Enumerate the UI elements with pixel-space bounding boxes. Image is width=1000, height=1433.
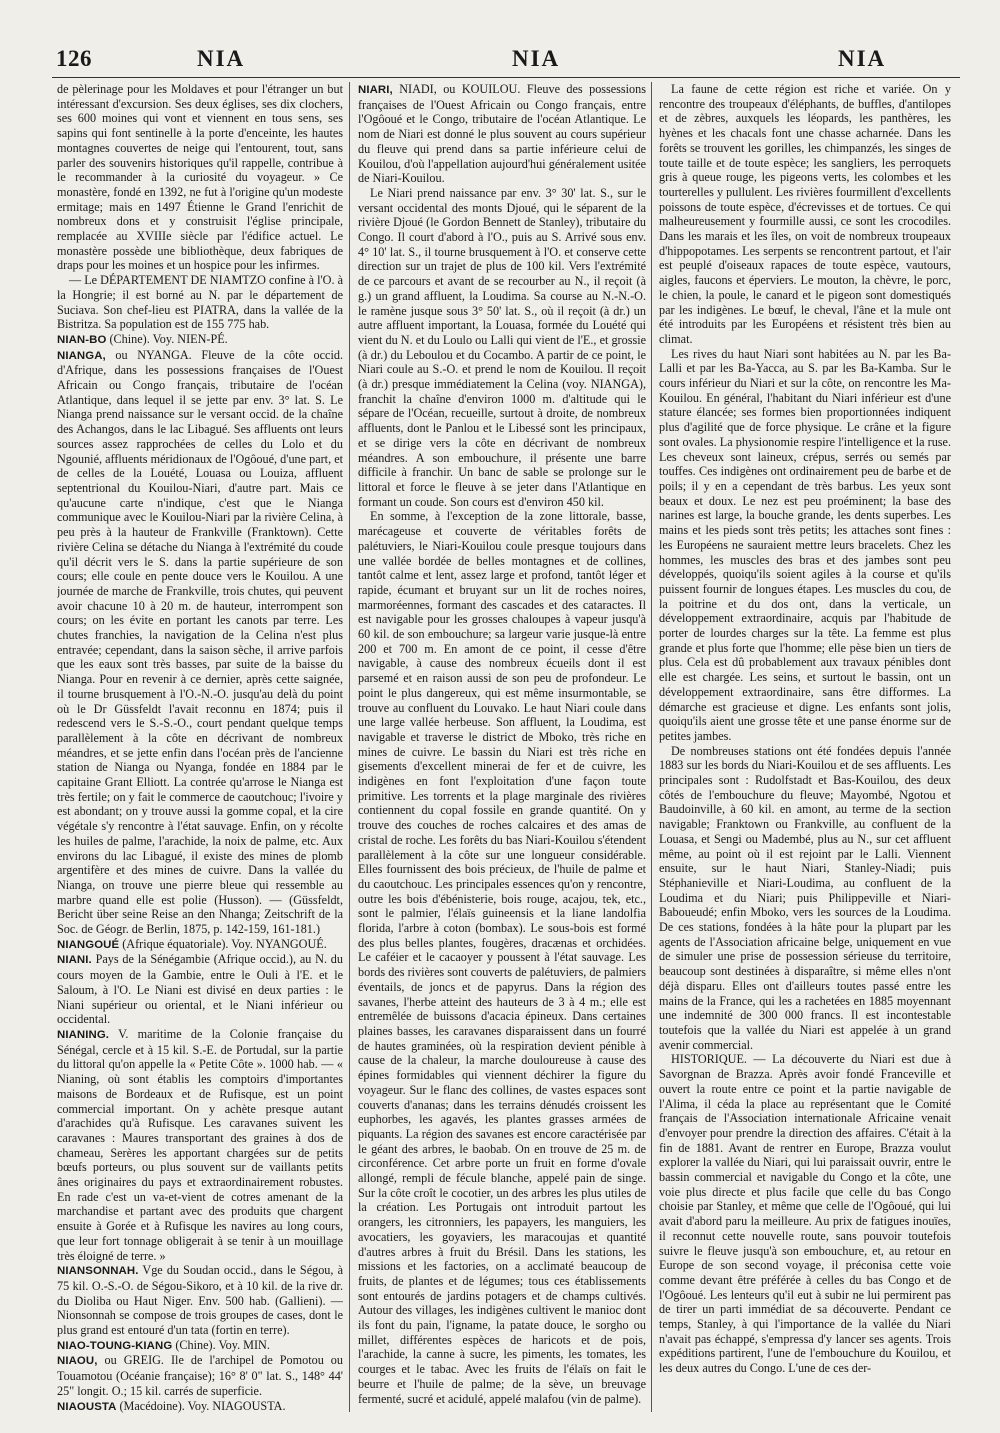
entry-text: Vge du Soudan occid., dans le Ségou, à 75 kil. O.-S.-O. de Ségou-Sikoro, et à 10 kil. de la rive dr. du Dioliba ou Haut Niger. Env. 500 hab. (Gallieni). — Nionsonnah se compose de trois groupes de cases, dont le plus grand est entouré d'un tata (fortin en terre). xyxy=(57,1263,343,1338)
entry-text: NIADI, ou KOUILOU. Fleuve des possessions françaises de l'Ouest Africain ou Congo français, entre l'Ogôoué et le Congo, tributaire de l'océan Atlantique. Le nom de Niari est donné le plus souvent au cours supérieur du fleuve qui prend dans sa partie inférieure celui de Kouilou, d'où l'appellation aujourd'hui généralement usitée de Niari-Kouilou. xyxy=(358,82,646,186)
paragraph: Le Niari prend naissance par env. 3° 30' lat. S., sur le versant occidental des monts Djoué, qui le séparent de la rivière Djoué (le Gordon Bennett de Stanley), tributaire du Congo. Il court d'abord à l'O., puis au S. Arrivé sous env. 4° 10' lat. S., il tourne brusquement à l'O. et conserve cette direction sur un trajet de plus de 100 kil. Vers l'extrémité de ce parcours et avant de se recourber au N., il reçoit (à g.) un grand affluent, la Loudima. Sa course au N.-N.-O. le ramène jusque sous 3° 50' lat. S., où il reçoit (à dr.) un autre affluent important, la Louasa, formée du Louété qui vient du N. et du Loulo ou Lalli qui vient de l'E., et grossie (à dr.) du Leboulou et du Cocambo. A partir de ce point, le Niari coule au S.-O. et prend le nom de Kouilou. Il reçoit (à dr.) presque immédiatement la Celina (voy. NIANGA), franchit la chaîne d'environ 1000 m. d'altitude qui le sépare de l'Océan, recueille, surtout à droite, de nombreux affluents, dont le Panlou et le Libessé sont les principaux, et se dirige vers la côte en décrivant de nombreux méandres. A son embouchure, il présente une barre difficile à franchir. Un banc de sable se prolonge sur le littoral et force le fleuve à se jeter dans l'Atlantique en formant un coude. Son cours est d'environ 450 kil. xyxy=(358,185,646,509)
paragraph: de pèlerinage pour les Moldaves et pour l'étranger un but intéressant d'excursion. Ses deux églises, ses dix clochers, ses 600 moines qui vont et viennent en tous sens, ses sapins qui font sentinelle à la porte d'enceinte, les hautes montagnes couvertes de neige qui l'entourent, tout, sans parler des souvenirs historiques qu'il rappelle, contribue à le recommander à la curiosité du voyageur. » Ce monastère, fondé en 1392, ne fut à l'origine qu'un modeste ermitage; mais en 1497 Étienne le Grand l'enrichit de nombreux dons et y construisit l'église principale, remplacée au XVIIIe siècle par l'édifice actuel. Le monastère possède une bibliothèque, deux fabriques de draps pour les moines et un hospice pour les infirmes. xyxy=(57,82,343,273)
entry-headword: NIANGA, xyxy=(57,349,106,362)
paragraph: La faune de cette région est riche et variée. On y rencontre des troupeaux d'éléphants, de buffles, d'antilopes et de zèbres, auxquels les léopards, les panthères, les hyènes et les chacals font une chasse acharnée. Dans les forêts se trouvent les gorilles, les chimpanzés, les singes de toute taille et de toute espèce; les sangliers, les perroquets gris à queue rouge, les pigeons verts, les colombes et les tourterelles y pullulent. Les rivières fourmillent d'excellents poissons de toute espèce, d'écrevisses et de tortues. Ce qui malheureusement y fourmille aussi, ce sont les crocodiles. Dans les marais et les îles, on voit de nombreux troupeaux d'hippopotames. Les serpents se rencontrent partout, et l'air est peuplé d'oiseaux rapaces de toute espèce, vautours, aigles, faucons et éperviers. Le mouton, la chèvre, le porc, le chien, la poule, le canard et le pigeon sont domestiqués par les indigènes. Le bœuf, le cheval, l'âne et la mule ont été introduits par les Européens et résistent très bien au climat. xyxy=(659,82,951,346)
entry-headword: NIAOU, xyxy=(57,1355,98,1368)
text-column-3 xyxy=(659,82,951,1418)
entry-nian-bo xyxy=(57,332,343,348)
entry-niansonnah xyxy=(57,1263,343,1338)
running-head-center: NIA xyxy=(512,46,561,71)
entry-headword: NIANGOUÉ xyxy=(57,938,120,951)
entry-text: (Afrique équatoriale). Voy. NYANGOUÉ. xyxy=(119,936,327,951)
entry-niani xyxy=(57,952,343,1027)
entry-headword: NIANING. xyxy=(57,1029,110,1041)
entry-niaou xyxy=(57,1353,343,1398)
page-number: 126 xyxy=(56,46,92,71)
entry-niangoue xyxy=(57,937,343,953)
entry-headword: NIARI, xyxy=(358,84,393,96)
text-column-1 xyxy=(57,82,343,1418)
paragraph: Les rives du haut Niari sont habitées au N. par les Ba-Lalli et par les Ba-Yacca, au S. par les Ba-Kamba. Sur le cours inférieur du Niari et sur la côte, on rencontre les Ma-Kouilou. En général, l'habitant du Niari inférieur est d'une stature élancée; ses formes bien proportionnées indiquent plus d'agilité que de force physique. Le crâne et la figure sont ovales. La physionomie respire l'intelligence et la ruse. Les cheveux sont laineux, crépus, serrés ou semés par touffes. Ces indigènes ont ordinairement peu de barbe et de poils; il y en a cependant de très barbus. Les yeux sont beaux et doux. Le nez est peu proéminent; la base des narines est large, la bouche grande, les dents superbes. Les mains et les pieds sont très petits; les attaches sont fines : les Européens ne sauraient mettre leurs bracelets. Chez les hommes, les muscles des bras et des jambes sont peu développés, quoiqu'ils soient agiles à la course et qu'ils puissent fournir de longues étapes. Les muscles du cou, de la poitrine et du dos ont, dans la verticale, un développement extraordinaire, acquis par l'habitude de porter de lourdes charges sur la tête. La femme est plus grande et plus forte que l'homme; elle pèse bien un tiers de plus. Cela est dû probablement aux travaux pénibles dont elle est chargée. Les seins, et surtout le bassin, ont un développement extraordinaire, sans être difformes. La démarche est gracieuse et digne. Les enfants sont jolis, quoiqu'ils aient une grosse tête et une panse énorme sur de petites jambes. xyxy=(659,346,951,743)
entry-nianga xyxy=(57,348,343,937)
column-divider xyxy=(651,82,652,1412)
entry-text: Pays de la Sénégambie (Afrique occid.), au N. du cours moyen de la Gambie, entre le Ouli à l'E. et le Saloum, à l'O. Le Niani est divisé en deux parties : le Niani supérieur ou oriental, et le Niani inférieur ou occidental. xyxy=(57,952,343,1027)
header-rule xyxy=(52,77,960,78)
page-header xyxy=(52,42,960,76)
entry-nianing xyxy=(57,1027,343,1263)
entry-headword: NIANSONNAH. xyxy=(57,1265,139,1278)
entry-niari xyxy=(358,82,646,186)
entry-headword: NIANI. xyxy=(57,954,92,967)
entry-text: (Chine). Voy. MIN. xyxy=(172,1337,270,1352)
paragraph: En somme, à l'exception de la zone littorale, basse, marécageuse et couverte de véritables forêts de palétuviers, le Niari-Kouilou coule presque toujours dans une vallée bordée de belles montagnes et de collines, tantôt calme et lent, assez large et profond, tantôt léger et rapide, écumant et bruyant sur un lit de roches noires, marmoréennes, formant des cascades et des cataractes. Il est navigable pour les grosses chaloupes à vapeur jusqu'à 60 kil. de son embouchure; sa largeur varie jusque-là entre 200 et 700 m. En amont de ce point, il cesse d'être navigable, à cause des nombreux écueils dont il est parsemé et en raison aussi de son peu de profondeur. Le point le plus dangereux, qui est même insurmontable, se trouve au confluent du Louvako. Le haut Niari coule dans une large vallée herbeuse. Son affluent, la Loudima, est navigable et traverse le district de Mboko, très riche en mines de cuivre. Le bassin du Niari est très riche en gisements d'excellent minerai de fer et de cuivre, les indigènes en font l'exploitation d'une façon toute primitive. Les torrents et la plage marginale des rivières contiennent du copal fossile en grande quantité. On y trouve des couches de roches calcaires et des amas de cristal de roche. Les forêts du bas Niari-Kouilou s'étendent parallèlement à la côte sur une longueur considérable. Elles fournissent des bois précieux, de l'huile de palme et du caoutchouc. Les principales essences qu'on y rencontre, outre les bois d'ébénisterie, bois rouge, acajou, tek, etc., sont le palmier, l'élaïs guineensis et la liane landolfia florida, l'arbre à coton (bombax). Le sous-bois est formé des plus belles plantes, fougères, dracænas et orchidées. Le caféier et le cacaoyer y poussent à l'état sauvage. Les bords des rivières sont couverts de palétuviers, de palmiers éventails, de joncs et de papyrus. Dans la région des savanes, l'herbe atteint des hauteurs de 3 à 4 m.; elle est entremêlée de buissons d'acacia épineux. Dans certaines plaines basses, les caravanes disparaissent dans un fourré de hautes graminées, où la respiration devient pénible à cause de la chaleur, la marche douloureuse à cause des épines formidables qui viennent déchirer la figure du voyageur. Sur le flanc des collines, de vastes espaces sont couverts d'ananas; dans les terrains dénudés croissent les euphorbes, les agavés, les plantes grasses armées de piquants. La région des savanes est encore caractérisée par le géant des arbres, le baobab. On en trouve de 25 m. de circonférence. Cet arbre porte un fruit en forme d'ovale allongé, rempli de fécule blanche, appelé pain de singe. Sur la côte croît le cocotier, un des arbres les plus utiles de la création. Les Portugais ont introduit partout les orangers, les citronniers, les papayers, les manguiers, les avocatiers, les goyaviers, les maracoujas et quantité d'autres arbres à fruit du Brésil. Dans les stations, les missions et les factories, on a acclimaté beaucoup de fruits, de plantes et de légumes; tous ces établissements sont entourés de jardins potagers et de champs cultivés. Autour des villages, les indigènes cultivent le manioc dont ils font du pain, l'igname, la patate douce, le sorgho ou millet, différentes espèces de haricots et de pois, l'arachide, la canne à sucre, les piments, les tomates, les courges et le tabac. Avec les fruits de l'élaïs on fait le beurre et l'huile de palme; de la sève, un breuvage fermenté, sucré et acidulé, appelé malafou (vin de palme). xyxy=(358,509,646,1406)
paragraph: HISTORIQUE. — La découverte du Niari est due à Savorgnan de Brazza. Après avoir fondé Franceville et ouvert la route entre ce point et la partie navigable de l'Alima, il céda la place au représentant que le Comité français de l'Association internationale Africaine venait d'envoyer pour prendre la direction des affaires. C'était à la fin de 1881. Avant de rentrer en Europe, Brazza voulut explorer la vallée du Niari, qui lui paraissait ouvrir, entre le bassin commercial et navigable du Congo et la côte, une voie plus directe et plus facile que celle du bas Congo choisie par Stanley, et même que celle de l'Ogôoué, qui lui avait d'abord paru la meilleure. Au prix de fatigues inouïes, il reconnut cette nouvelle route, sans pouvoir toutefois suivre le fleuve jusqu'à son embouchure, et, au retour en Europe de son second voyage, il préconisa cette voie comme devant être préférée à celles du bas Congo et de l'Ogôoué. Les lenteurs qu'il eut à subir ne lui permirent pas de tirer un parti immédiat de sa découverte. Pendant ce temps, Stanley, à qui l'importance de la vallée du Niari n'avait pas échappé, s'empressa d'y lancer ses agents. Trois expéditions partirent, l'une de l'embouchure du Kouilou, et les deux autres du Congo. L'une de ces der- xyxy=(659,1052,951,1376)
entry-niaousta xyxy=(57,1399,343,1415)
entry-headword: NIAOUSTA xyxy=(57,1400,117,1413)
running-head-right: NIA xyxy=(838,46,887,71)
entry-text: V. maritime de la Colonie française du Sénégal, cercle et à 15 kil. S.-E. de Portudal, sur la partie du littoral qu'on appelle la « Petite Côte ». 1000 hab. — « Nianing, où sont établis les comptoirs d'importantes maisons de Bordeaux et de Rufisque, est un point commercial important. On y achète presque autant d'arachides qu'à Rufisque. Les caravanes suivent les caravanes : Maures transportant des graines à dos de chameau, Serères les apportant chargées sur de petits bœufs porteurs, ou plus souvent sur de vaillants petits ânes originaires du pays et extraordinairement robustes. En rade c'est un va-et-vient de cotres amenant de la marchandise et partant avec des produits que chargent ensuite à Gorée et à Rufisque les navires au long cours, que leur fort tonnage obligerait à se tenir à un mouillage très éloigné de terre. » xyxy=(57,1027,343,1263)
column-divider xyxy=(349,82,350,1412)
entry-text: ou GREIG. Ile de l'archipel de Pomotou ou Touamotou (Océanie française); 16° 8' 0" lat. S., 148° 44' 25" longit. O.; 15 kil. carrés de superficie. xyxy=(57,1353,343,1398)
running-head-left: NIA xyxy=(197,46,246,71)
entry-text: (Macédoine). Voy. NIAGOUSTA. xyxy=(116,1398,286,1413)
entry-niao-toung-kiang xyxy=(57,1338,343,1354)
entry-headword: NIAN-BO xyxy=(57,333,107,346)
paragraph: — Le DÉPARTEMENT DE NIAMTZO confine à l'O. à la Hongrie; il est borné au N. par le département de Suciava. Son chef-lieu est PIATRA, dans la vallée de la Bistritza. Sa population est de 155 775 hab. xyxy=(57,273,343,332)
entry-text: (Chine). Voy. NIEN-PÉ. xyxy=(106,331,228,346)
entry-text: ou NYANGA. Fleuve de la côte occid. d'Afrique, dans les possessions françaises de l'Ouest Africain ou Congo français, tributaire de l'océan Atlantique, dans lequel il se jette par env. 3° lat. S. Le Nianga prend naissance sur le versant occid. de la chaîne des Achangos, dans le lac Libagué. Ses affluents ont leurs sources assez rapprochées de celles du Lolo et du Ngounié, affluents méridionaux de l'Ogôoué, d'une part, et de celles de la Louété, Louasa ou Louiza, affluent septentrional du Kouilou-Niari, d'autre part. Mais ce qu'aucune carte n'indique, c'est que le Nianga communique avec le Kouilou-Niari par la rivière Celina, à peu près à la hauteur de Frankville (Franktown). Cette rivière Celina se détache du Nianga à l'extrémité du coude qu'il décrit vers le S. dans la partie supérieure de son cours; elle coule en pente douce vers le Kouilou. A une journée de marche de Frankville, trois chutes, qui peuvent avoir chacune 10 à 20 m. de hauteur, interrompent son cours; on les évite en portant les canots par terre. Les chutes franchies, la navigation de la Celina n'est plus entravée; cependant, dans la saison sèche, il arrive parfois que les eaux sont très basses, par suite de la baisse du Nianga. Pour en revenir à ce dernier, après cette saignée, il tourne brusquement à l'O.-N.-O. jusqu'au delà du point où le Dr Güssfeldt l'avait reconnu en 1874; puis il redescend vers le S.-S.-O., court pendant quelque temps parallèlement à la côte en décrivant de nombreux méandres, et se jette enfin dans l'océan près de l'ancienne station de Nianga ou Nyanga, fondée en 1884 par le capitaine Grant Elliott. La contrée qu'arrose le Nianga est très fertile; on y fait le commerce de caoutchouc; l'ivoire y est abondant; on y trouve aussi la gomme copal, et la cire végétale s'y rencontre à l'état sauvage. Enfin, on y récolte les huiles de palme, l'arachide, la noix de palme, etc. Aux environs du lac Libagué, il existe des mines de plomb argentifère et des mines de cuivre. Dans la vallée du Nianga, on trouve une pierre bleue qui ressemble au marbre quand elle est polie (Husson). — (Güssfeldt, Bericht über seine Reise an den Nhanga; Zeitschrift de la Soc. de Géogr. de Berlin, 1875, p. 142-159, 161-181.) xyxy=(57,347,343,937)
entry-headword: NIAO-TOUNG-KIANG xyxy=(57,1339,173,1352)
paragraph: De nombreuses stations ont été fondées depuis l'année 1883 sur les bords du Niari-Kouilou et de ses affluents. Les principales sont : Rudolfstadt et Bas-Kouilou, des deux côtés de l'embouchure du fleuve; Mayombé, Ngotou et Baudoinville, à 60 kil. en amont, au terme de la section navigable; Franktown ou Frankville, au confluent de la Louasa, et Sengi ou Madembé, plus au N., sur cet affluent même, au point où il est rejoint par le Lalli. Viennent ensuite, sur le haut Niari, Stanley-Niadi; puis Stéphanieville et Niari-Loudima, au confluent de la Loudima et du Niari; puis Philippeville et Niari-Baboueudé; enfin Mboko, vers les sources de la Loudima. De ces stations, fondées à la hâte pour la plupart par les agents de l'Association africaine belge, uniquement en vue de simuler une prise de possession sérieuse du territoire, beaucoup sont destinées à disparaître, si même elles n'ont déjà disparu. Elles ont d'ailleurs toutes passé entre les mains de la France, qui les a rachetées en 1885 moyennant une indemnité de 300 000 francs. Il est incontestable toutefois que la vallée du Niari est appelée à un grand avenir commercial. xyxy=(659,743,951,1052)
text-column-2 xyxy=(358,82,646,1418)
